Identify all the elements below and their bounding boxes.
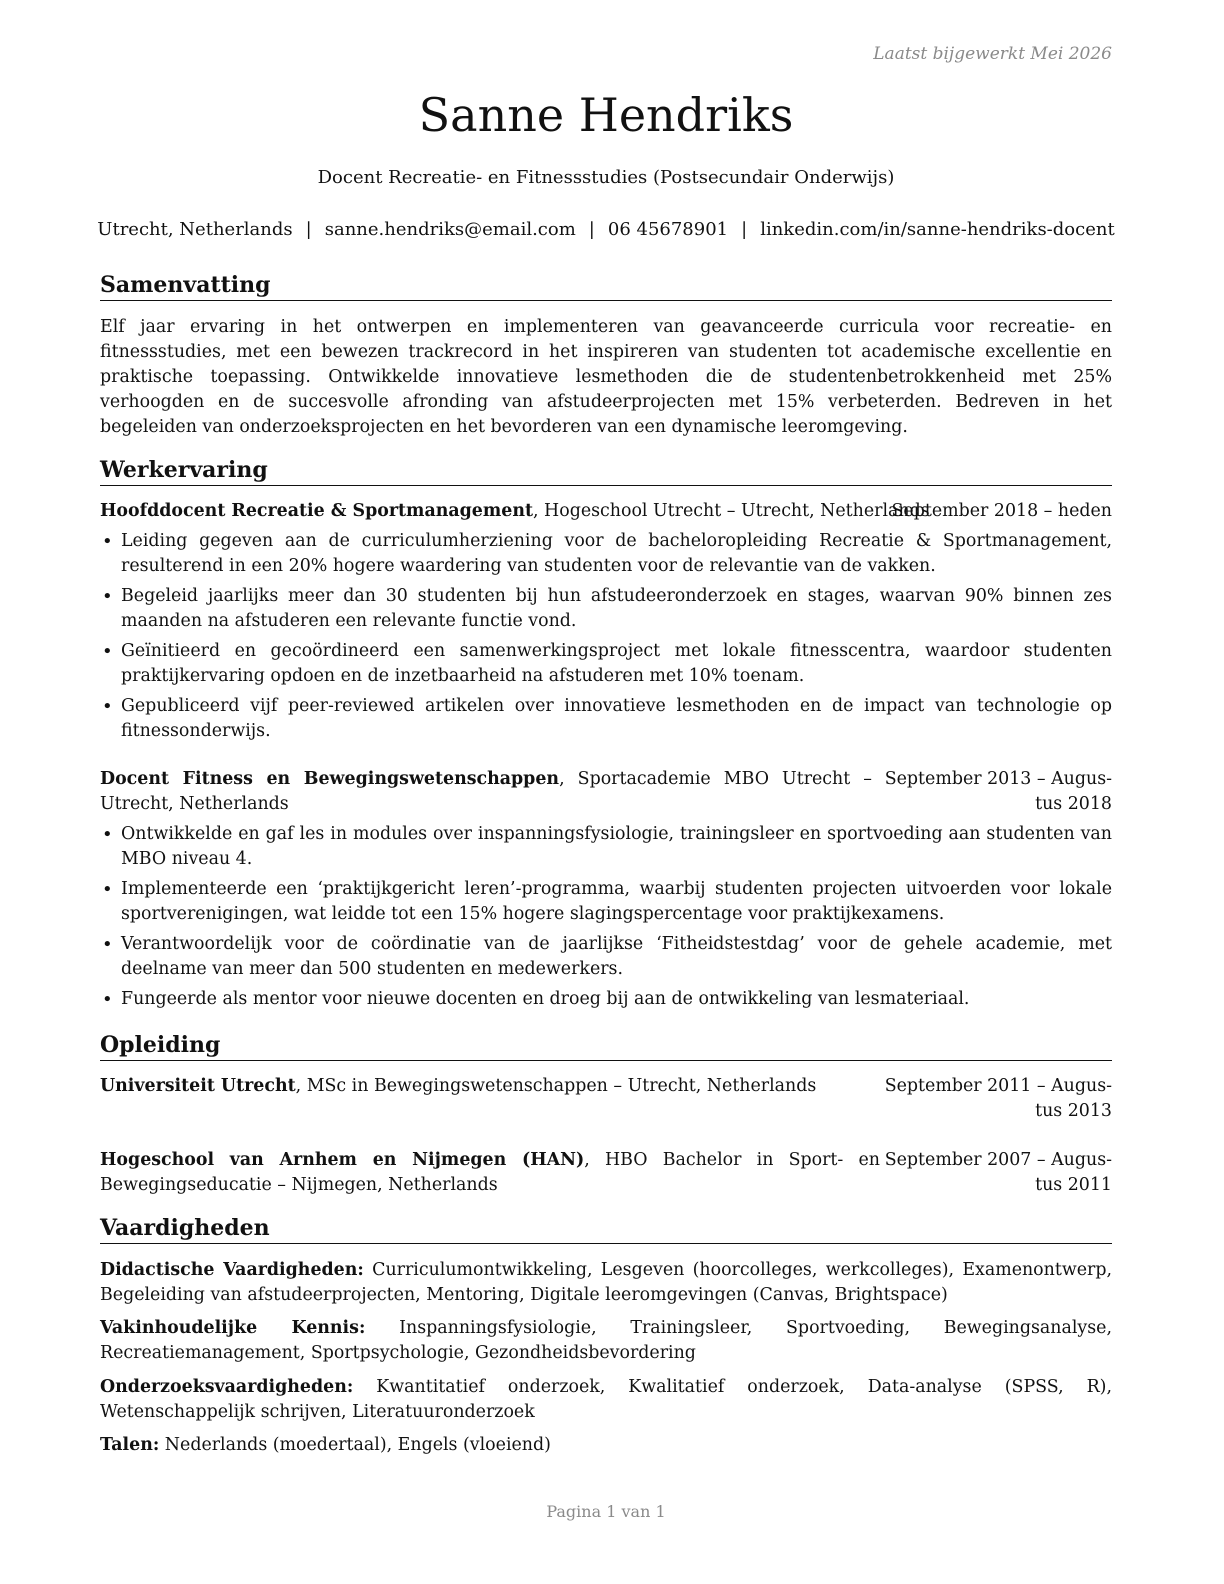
job-dates: September 2018 – heden xyxy=(891,501,1112,521)
contact-linkedin[interactable]: linkedin.com/in/sanne-hendriks-docent xyxy=(760,219,1115,240)
skill-text: Nederlands (moedertaal), Engels (vloeiend) xyxy=(159,1435,551,1455)
skill-item xyxy=(100,1258,1112,1308)
skill-label: Talen: xyxy=(100,1435,160,1455)
list-item: • Begeleid jaarlijks meer dan 30 studenten bij hun afstudeeronderzoek en stages, waarvan 90% binnen zes maanden na afstuderen een relevante functie vond. xyxy=(100,584,1112,634)
page-number: Pagina 1 van 1 xyxy=(546,1502,666,1521)
skill-label: Didactische Vaardigheden: xyxy=(100,1260,364,1280)
job-role: Docent Fitness en Bewegingswetenschappen xyxy=(100,769,560,789)
list-item: • Gepubliceerd vijf peer-reviewed artikelen over innovatieve lesmethoden en de impact van technologie op fitnessonderwijs. xyxy=(100,694,1112,744)
contact-email[interactable]: sanne.hendriks@email.com xyxy=(324,219,576,240)
job-header xyxy=(100,767,1112,817)
contact-separator: | xyxy=(588,219,595,240)
education-school: Universiteit Utrecht xyxy=(100,1076,296,1096)
job-organization: , Hogeschool Utrecht – Utrecht, Netherlands xyxy=(533,501,930,521)
contact-location: Utrecht, Netherlands xyxy=(97,219,293,240)
skill-text: Inspanningsfysiologie, Trainingsleer, Sportvoeding, Bewegingsanalyse, Recreatiemanagement, Sportpsychologie, Gezondheidsbevordering xyxy=(100,1318,1112,1363)
contact-separator: | xyxy=(305,219,312,240)
education-dates-start: September 2007 – Augus- xyxy=(884,1150,1112,1170)
list-item: • Geïnitieerd en gecoördineerd een samenwerkingsproject met lokale fitnesscentra, waardoor studenten praktijkervaring opdoen en de inzetbaarheid na afstuderen met 10% toenam. xyxy=(100,639,1112,689)
job-dates xyxy=(885,767,1112,817)
last-updated-note: Laatst bijgewerkt Mei 2026 xyxy=(873,44,1112,64)
section-title-summary: Samenvatting xyxy=(100,272,1112,301)
job-bullets xyxy=(100,822,1112,1017)
education-entry xyxy=(100,1148,1112,1198)
skill-label: Onderzoeksvaardigheden: xyxy=(100,1377,354,1397)
section-title-education: Opleiding xyxy=(100,1032,1112,1061)
education-line xyxy=(100,1148,880,1198)
job-title: Docent Recreatie- en Fitnessstudies (Postsecundair Onderwijs) xyxy=(317,167,895,188)
candidate-name: Sanne Hendriks xyxy=(418,88,794,142)
education-line xyxy=(100,1074,872,1099)
contact-line xyxy=(0,219,1212,240)
education-dates-end: tus 2011 xyxy=(1035,1175,1112,1195)
contact-phone: 06 45678901 xyxy=(607,219,729,240)
job-bullets xyxy=(100,529,1112,749)
job-dates-start: September 2013 – Augus- xyxy=(884,769,1112,789)
skill-item xyxy=(100,1316,1112,1366)
job-organization: , Sportacademie MBO Utrecht – Utrecht, Netherlands xyxy=(100,769,872,814)
education-degree: , MSc in Bewegingswetenschappen – Utrecht, Netherlands xyxy=(295,1076,817,1096)
list-item: • Verantwoordelijk voor de coördinatie van de jaarlijkse ‘Fitheidstestdag’ voor de gehele academie, met deelname van meer dan 500 studenten en medewerkers. xyxy=(100,932,1112,982)
education-school: Hogeschool van Arnhem en Nijmegen (HAN) xyxy=(100,1150,585,1170)
skill-text: Curriculumontwikkeling, Lesgeven (hoorcolleges, werkcolleges), Examenontwerp, Begeleiding van afstudeerprojecten, Mentoring, Digitale leeromgevingen (Canvas, Brightspace) xyxy=(100,1260,1112,1305)
list-item: • Fungeerde als mentor voor nieuwe docenten en droeg bij aan de ontwikkeling van lesmateriaal. xyxy=(100,987,1112,1012)
education-dates-start: September 2011 – Augus- xyxy=(884,1076,1112,1096)
summary-text: Elf jaar ervaring in het ontwerpen en implementeren van geavanceerde curricula voor recreatie- en fitnessstudies, met een bewezen trackrecord in het inspireren van studenten tot academische excellentie en praktische toepassing. Ontwikkelde innovatieve lesmethoden die de studentenbetrokkenheid met 25% verhoogden en de succesvolle afronding van afstudeerprojecten met 15% verbeterden. Bedreven in het begeleiden van onderzoeksprojecten en het bevorderen van een dynamische leeromgeving. xyxy=(100,317,1112,437)
skill-label: Vakinhoudelijke Kennis: xyxy=(100,1318,366,1338)
skill-text: Kwantitatief onderzoek, Kwalitatief onderzoek, Data-analyse (SPSS, R), Wetenschappelijk schrijven, Literatuuronderzoek xyxy=(100,1377,1112,1422)
job-role-line xyxy=(100,767,872,817)
contact-separator: | xyxy=(741,219,748,240)
list-item: • Implementeerde een ‘praktijkgericht leren’-programma, waarbij studenten projecten uitvoerden voor lokale sportverenigingen, wat leidde tot een 15% hogere slagingspercentage voor praktijkexamens. xyxy=(100,877,1112,927)
education-dates xyxy=(885,1074,1112,1124)
list-item: • Leiding gegeven aan de curriculumherziening voor de bacheloropleiding Recreatie & Sportmanagement, resulterend in een 20% hogere waardering van studenten voor de relevantie van de vakken. xyxy=(100,529,1112,579)
skill-item xyxy=(100,1433,1112,1458)
education-dates-end: tus 2013 xyxy=(1035,1101,1112,1121)
job-role: Hoofddocent Recreatie & Sportmanagement xyxy=(100,501,533,521)
job-dates-end: tus 2018 xyxy=(1035,794,1112,814)
section-title-skills: Vaardigheden xyxy=(100,1215,1112,1244)
education-dates xyxy=(885,1148,1112,1198)
section-title-experience: Werkervaring xyxy=(100,457,1112,486)
education-entry xyxy=(100,1074,1112,1124)
skill-item xyxy=(100,1375,1112,1425)
education-degree: , HBO Bachelor in Sport- en Bewegingseducatie – Nijmegen, Netherlands xyxy=(100,1150,880,1195)
list-item: • Ontwikkelde en gaf les in modules over inspanningsfysiologie, trainingsleer en sportvoeding aan studenten van MBO niveau 4. xyxy=(100,822,1112,872)
job-header xyxy=(100,499,1112,524)
job-role-line xyxy=(100,499,930,524)
